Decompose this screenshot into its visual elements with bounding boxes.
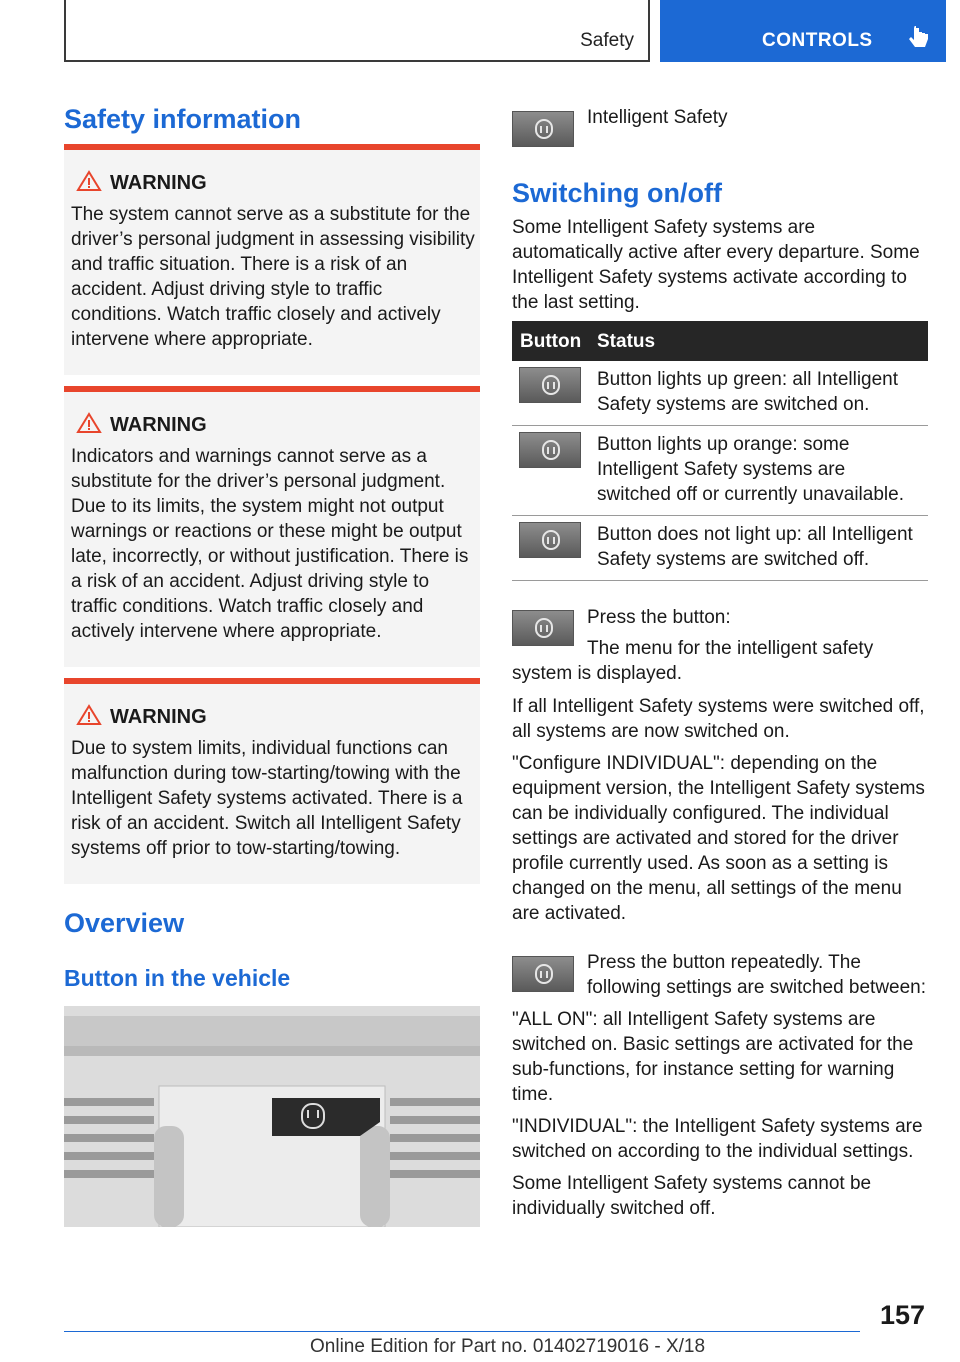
status-text: Button lights up orange: some Intelligent Safety systems are switched off or currently unavailable. [589,426,928,516]
cannot-switch-off-text: Some Intelligent Safety systems cannot be individually switched off. [512,1173,872,1219]
warning-box [64,386,480,667]
warning-label: WARNING [110,172,207,194]
section-title-switching: Switching on/off [512,178,722,208]
warning-box [64,678,480,884]
warning-label: WARNING [110,706,207,728]
header-section: Safety [580,30,634,51]
header-section-box [64,0,650,62]
footer-edition: Online Edition for Part no. 01402719016 - X/18 [310,1336,706,1357]
subsection-title-button-in-vehicle: Button in the vehicle [64,965,291,991]
table-row [512,361,928,426]
warning-text: The system cannot serve as a substitute for the driver’s personal judgment in assessing visibility and traffic situation. There is a risk of an accident. Adjust driving style to traffic conditions. Watch traffic closely and actively intervene where appropriate. [71,204,475,350]
warning-triangle-icon [76,704,102,726]
vehicle-button-photo [64,1006,480,1227]
section-title-safety-information: Safety information [64,104,302,134]
intelligent-safety-button-icon [519,432,581,468]
footer-divider [64,1331,860,1332]
intelligent-safety-button-icon [519,367,581,403]
menu-displayed-text: The menu for the intelligent safety system is displayed. [512,638,874,684]
page-number: 157 [880,1300,926,1330]
warning-box [64,144,480,375]
table-header-status: Status [589,321,928,361]
configure-individual-text: "Configure INDIVIDUAL": depending on the equipment version, the Intelligent Safety systems can be individually configured. The individual settings are activated and stored for the driver profile currently used. As soon as a setting is changed on the menu, all settings of the menu are activated. [512,753,925,924]
press-repeatedly-text: Press the button repeatedly. The following settings are switched between: [587,952,927,998]
warning-triangle-icon [76,412,102,434]
pointing-hand-icon [908,26,932,52]
warning-text: Indicators and warnings cannot serve as a substitute for the driver’s personal judgment. Due to its limits, the system might not output warnings or reactions or these might be output late, incorrectly, or without justification. There is a risk of an accident. Adjust driving style to traffic conditions. Watch traffic closely and actively intervene where appropriate. [71,446,469,642]
warning-text: Due to system limits, individual functions can malfunction during tow-starting/towing with the Intelligent Safety systems activated. There is a risk of an accident. Switch all Intelligent Safety systems off prior to tow-starting/towing. [71,738,463,859]
dashboard-vents-illustration [64,1006,480,1227]
all-on-text: "ALL ON": all Intelligent Safety systems are switched on. Basic settings are activated for the sub-functions, for instance setting for warning time. [512,1009,914,1105]
warning-label: WARNING [110,414,207,436]
section-title-overview: Overview [64,908,185,938]
switching-intro: Some Intelligent Safety systems are automatically active after every departure. Some Intelligent Safety systems activate according to the last setting. [512,217,920,313]
button-status-table [512,321,928,581]
individual-text: "INDIVIDUAL": the Intelligent Safety systems are switched on according to the individual settings. [512,1116,923,1162]
status-text: Button lights up green: all Intelligent Safety systems are switched on. [589,361,928,426]
header-chapter-tab[interactable] [660,0,946,62]
intelligent-safety-button-icon [512,956,574,992]
warning-triangle-icon [76,170,102,192]
header-chapter: CONTROLS [762,30,873,51]
table-row [512,516,928,581]
all-off-text: If all Intelligent Safety systems were switched off, all systems are now switched on. [512,696,925,742]
table-row [512,426,928,516]
intelligent-safety-button-icon [519,522,581,558]
table-header-button: Button [512,321,589,361]
intelligent-safety-label: Intelligent Safety [587,107,728,128]
intelligent-safety-button-icon [512,111,574,147]
press-button-text: Press the button: [587,607,731,628]
status-text: Button does not light up: all Intelligent Safety systems are switched off. [589,516,928,581]
